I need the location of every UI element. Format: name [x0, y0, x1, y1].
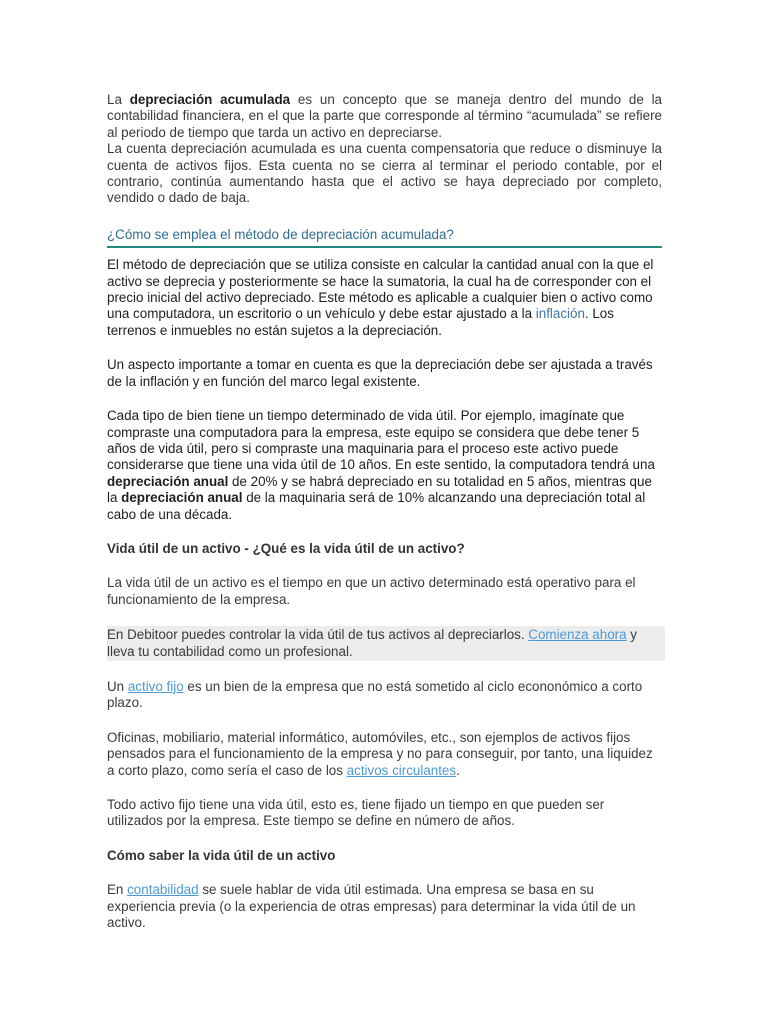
paragraph-text: El método de depreciación que se utiliza consiste en calcular la cantidad anual con la que el activo se deprecia y posteriormente se hace la sumatoria, la cual ha de corresponder con el precio inicial del activo depreciado. Este método es aplicable a cualquier bien o activo como una computadora, un escritorio o un vehículo y debe estar ajustado a la [107, 257, 654, 322]
section-heading-how-to-know: Cómo saber la vida útil de un activo [107, 847, 336, 863]
useful-life-paragraph-2 [107, 679, 662, 712]
paragraph-text: es un bien de la empresa que no está sometido al ciclo econonómico a corto plazo. [107, 678, 643, 711]
paragraph-text: se suele hablar de vida útil estimada. Una empresa se basa en su experiencia previa (o la experiencia de otras empresas) para determinar la vida útil de un activo. [107, 882, 636, 931]
method-paragraph-2: Un aspecto importante a tomar en cuenta es que la depreciación debe ser ajustada a través de la inflación y en función del marco legal existente. [107, 357, 653, 389]
method-paragraph-3 [107, 408, 662, 523]
paragraph-text: de 20% y se habrá depreciado en su totalidad en 5 años, mientras que la [107, 473, 652, 506]
paragraph-text: Oficinas, mobiliario, material informático, automóviles, etc., son ejemplos de activos fijos pensados para el funcionamiento de la empresa y no para conseguir, por tanto, una liquidez a corto plazo, como sería el caso de los [107, 729, 653, 778]
intro-paragraph-2: La cuenta depreciación acumulada es una cuenta compensatoria que reduce o disminuye la cuenta de activos fijos. Esta cuenta no se cierra al terminar el periodo contable, por el contrario, continúa aumentando hasta que el activo se haya depreciado por completo, vendido o dado de baja. [107, 141, 662, 206]
paragraph-text: Un [107, 678, 128, 694]
section-heading-useful-life: Vida útil de un activo - ¿Qué es la vida útil de un activo? [107, 540, 465, 556]
paragraph-text: En [107, 882, 128, 898]
paragraph-text: . [456, 762, 460, 778]
paragraph-text: . Los terrenos e inmuebles no están sujetos a la depreciación. [107, 306, 614, 338]
current-assets-link[interactable]: activos circulantes [346, 762, 457, 778]
bold-term: depreciación anual [107, 473, 229, 489]
promo-text: y lleva tu contabilidad como un profesional. [107, 627, 637, 659]
intro-text: es un concepto que se maneja dentro del mundo de la contabilidad financiera, en el que la parte que corresponde al término “acumulada” se refiere al periodo de tiempo que tarda un activo en depreciarse. [107, 92, 663, 140]
promo-text: En Debitoor puedes controlar la vida útil de tus activos al depreciarlos. [107, 627, 529, 643]
section-heading-method: ¿Cómo se emplea el método de depreciación acumulada? [107, 227, 662, 248]
how-to-know-paragraph-1 [107, 882, 662, 931]
useful-life-paragraph-1: La vida útil de un activo es el tiempo en que un activo determinado está operativo para el funcionamiento de la empresa. [107, 575, 636, 607]
intro-text: La [107, 92, 130, 107]
method-paragraph-1 [107, 257, 662, 339]
paragraph-text: Cada tipo de bien tiene un tiempo determinado de vida útil. Por ejemplo, imagínate que compraste una computadora para la empresa, este equipo se considera que debe tener 5 años de vida útil, pero si compraste una maquinaria para el proceso este activo puede considerarse que tiene una vida útil de 10 años. En este sentido, la computadora tendrá una [107, 408, 655, 473]
start-now-link[interactable]: Comienza ahora [528, 627, 627, 643]
article-body [107, 92, 662, 931]
promo-box [107, 626, 665, 661]
inflation-link[interactable]: inflación [535, 306, 585, 322]
fixed-asset-link[interactable]: activo fijo [127, 678, 184, 694]
useful-life-paragraph-4: Todo activo fijo tiene una vida útil, esto es, tiene fijado un tiempo en que pueden ser utilizados por la empresa. Este tiempo se define en número de años. [107, 797, 605, 829]
useful-life-paragraph-3 [107, 730, 662, 779]
accounting-link[interactable]: contabilidad [127, 882, 199, 898]
paragraph-text: de la maquinaria será de 10% alcanzando una depreciación total al cabo de una década. [107, 490, 646, 522]
intro-paragraph-1 [107, 92, 662, 141]
bold-term: depreciación anual [121, 490, 243, 506]
bold-term: depreciación acumulada [129, 92, 291, 107]
